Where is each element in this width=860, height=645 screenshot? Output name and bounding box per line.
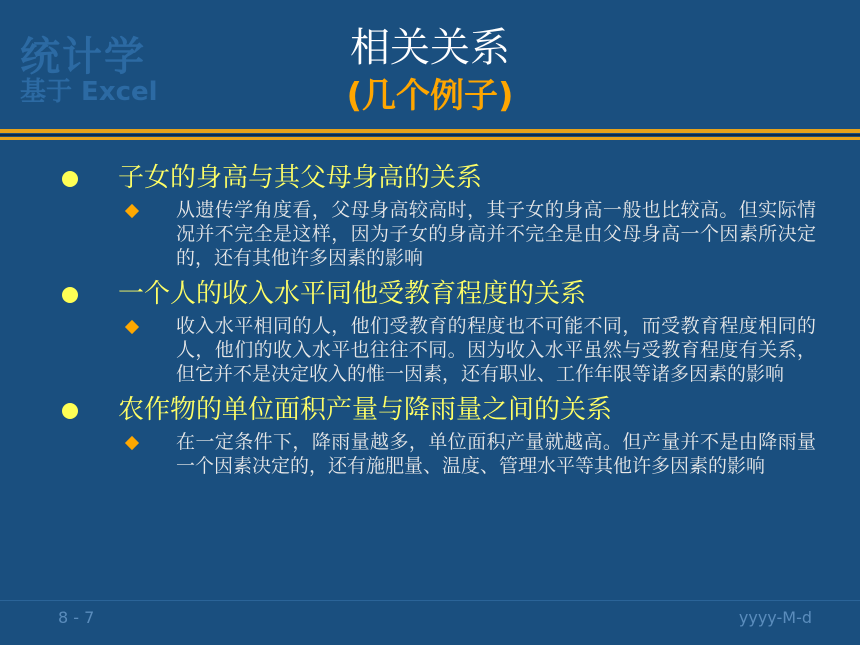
item-detail: 在一定条件下，降雨量越多，单位面积产量就越高。但产量并不是由降雨量一个因素决定的，还有施肥量、温度、管理水平等其他许多因素的影响 (176, 431, 816, 477)
footer-divider (0, 600, 860, 601)
footer-date: yyyy-M-d (738, 608, 812, 627)
title-divider-top (0, 129, 860, 133)
list-item (0, 392, 860, 478)
sub-item (0, 198, 860, 270)
diamond-bullet-icon (125, 320, 139, 334)
diamond-bullet-icon (125, 436, 139, 450)
slide-title (0, 22, 860, 118)
logo-title: 统计学 (20, 34, 146, 80)
item-detail: 从遗传学角度看，父母身高较高时，其子女的身高一般也比较高。但实际情况并不完全是这样，因为子女的身高并不完全是由父母身高一个因素所决定的，还有其他许多因素的影响 (176, 199, 816, 269)
logo-subtitle: 基于 Excel (20, 77, 158, 107)
sub-item (0, 430, 860, 478)
title-main: 相关关系 (350, 25, 510, 71)
round-bullet-icon (62, 287, 78, 303)
round-bullet-icon (62, 171, 78, 187)
title-divider-middle (0, 134, 860, 136)
title-sub: (几个例子) (346, 76, 514, 116)
title-divider-bottom (0, 137, 860, 140)
item-heading: 一个人的收入水平同他受教育程度的关系 (118, 279, 587, 309)
sub-item (0, 314, 860, 386)
item-heading: 农作物的单位面积产量与降雨量之间的关系 (118, 395, 613, 425)
round-bullet-icon (62, 403, 78, 419)
list-item (0, 160, 860, 270)
bullet-list (0, 160, 860, 478)
item-heading: 子女的身高与其父母身高的关系 (118, 163, 483, 193)
diamond-bullet-icon (125, 204, 139, 218)
page-number: 8 - 7 (58, 608, 95, 627)
list-item (0, 276, 860, 386)
item-detail: 收入水平相同的人，他们受教育的程度也不可能不同，而受教育程度相同的人，他们的收入水平也往往不同。因为收入水平虽然与受教育程度有关系，但它并不是决定收入的惟一因素，还有职业、工作年限等诸多因素的影响 (176, 315, 816, 385)
